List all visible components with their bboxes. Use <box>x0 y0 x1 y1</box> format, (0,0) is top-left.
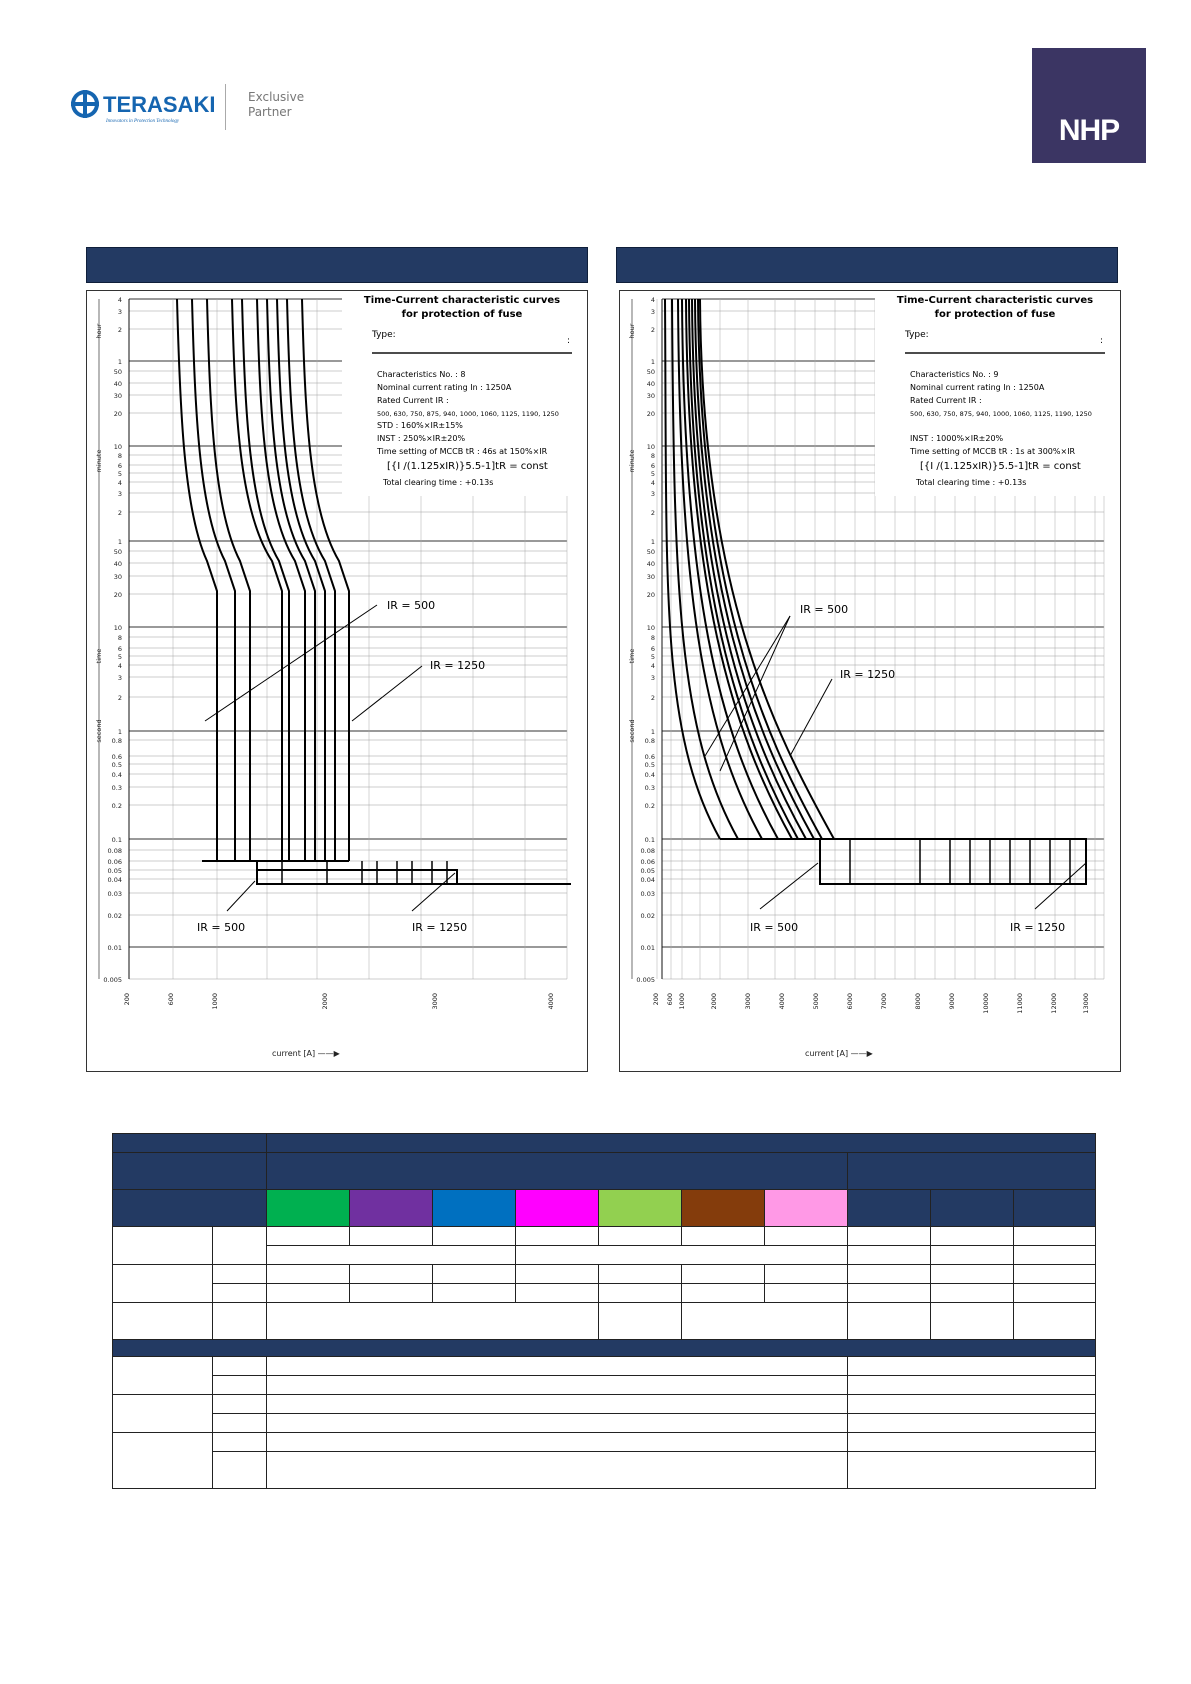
x-tick-label: 6000 <box>846 993 854 1010</box>
table-cell <box>113 1357 213 1395</box>
info-line: 500, 630, 750, 875, 940, 1000, 1060, 1125, 1190, 1250 <box>910 410 1092 418</box>
table-cell <box>113 1433 213 1489</box>
table-row <box>113 1227 1096 1246</box>
table-cell <box>599 1303 682 1340</box>
x-tick-label: 2000 <box>321 993 329 1010</box>
x-tick-label: 1000 <box>678 993 686 1010</box>
y-tick-label: 4 <box>117 296 122 304</box>
y-tick-label: 5 <box>117 653 122 661</box>
table-row <box>113 1340 1096 1357</box>
type-label: Type: <box>905 330 929 340</box>
y-tick-label: 3 <box>650 674 655 682</box>
table-cell <box>213 1414 267 1433</box>
y-tick-label: 0.1 <box>644 836 655 844</box>
table-cell <box>848 1395 1096 1414</box>
y-tick-label: 3 <box>117 308 122 316</box>
y-tick-label: 20 <box>113 410 122 418</box>
axis-word: time <box>95 648 103 664</box>
y-tick-label: 6 <box>117 462 122 470</box>
y-tick-label: 0.2 <box>111 802 122 810</box>
y-tick-label: 0.04 <box>640 876 655 884</box>
x-axis-label: current [A] ——▶ <box>272 1049 340 1058</box>
label-ir-500-top: IR = 500 <box>800 603 849 616</box>
y-tick-label: 1 <box>117 728 122 736</box>
label-ir-500-bottom: IR = 500 <box>197 921 246 934</box>
table-cell <box>350 1284 433 1303</box>
color-swatch <box>433 1190 516 1227</box>
info-line: Total clearing time : +0.13s <box>916 478 1027 487</box>
pointer-arrow <box>790 679 832 756</box>
color-swatch <box>765 1190 848 1227</box>
x-tick-label: 1000 <box>211 993 219 1010</box>
table-cell <box>213 1395 267 1414</box>
brand-name: TERASAKI <box>103 92 216 117</box>
table-cell <box>350 1265 433 1284</box>
table-cell <box>113 1227 213 1265</box>
x-tick-label: 5000 <box>812 993 820 1010</box>
table-header-cell <box>113 1134 267 1153</box>
y-tick-label: 0.08 <box>107 847 122 855</box>
y-tick-label: 3 <box>650 490 655 498</box>
color-swatch <box>599 1190 682 1227</box>
table-cell <box>1014 1284 1096 1303</box>
table-cell <box>682 1227 765 1246</box>
y-tick-label: 6 <box>650 645 655 653</box>
table-row <box>113 1395 1096 1414</box>
y-tick-label: 0.06 <box>640 858 655 866</box>
y-tick-label: 3 <box>650 308 655 316</box>
label-ir-500-bottom: IR = 500 <box>750 921 799 934</box>
table-cell <box>848 1246 931 1265</box>
y-tick-label: 1 <box>117 358 122 366</box>
table-cell <box>516 1227 599 1246</box>
y-tick-label: 10 <box>113 624 122 632</box>
color-swatch <box>682 1190 765 1227</box>
table-row <box>113 1452 1096 1489</box>
y-tick-label: 5 <box>650 653 655 661</box>
y-tick-label: 0.3 <box>111 784 122 792</box>
chart-title-line2: for protection of fuse <box>934 309 1056 320</box>
table-row <box>113 1190 1096 1227</box>
info-line: Rated Current IR : <box>377 396 449 405</box>
y-tick-label: 0.6 <box>111 753 122 761</box>
x-tick-label: 3000 <box>744 993 752 1010</box>
table-cell <box>848 1433 1096 1452</box>
x-tick-label: 11000 <box>1016 993 1024 1014</box>
x-tick-label: 3000 <box>431 993 439 1010</box>
y-tick-label: 0.5 <box>111 761 122 769</box>
x-axis-label: current [A] ——▶ <box>805 1049 873 1058</box>
table-cell <box>682 1265 765 1284</box>
table-cell <box>1014 1227 1096 1246</box>
label-ir-1250-top: IR = 1250 <box>430 659 486 672</box>
table-cell <box>848 1376 1096 1395</box>
x-tick-label: 7000 <box>880 993 888 1010</box>
y-tick-label: 40 <box>113 560 122 568</box>
nhp-logo <box>1032 48 1146 163</box>
table-cell <box>682 1284 765 1303</box>
table-cell <box>213 1265 267 1284</box>
chart-characteristic-8 <box>86 290 588 1072</box>
chart-title-line1: Time-Current characteristic curves <box>896 295 1094 306</box>
table-cell <box>931 1303 1014 1340</box>
table-cell <box>213 1433 267 1452</box>
table-header-cell <box>1014 1190 1096 1227</box>
info-line: INST : 250%×IR±20% <box>377 434 466 443</box>
y-tick-label: 8 <box>650 452 655 460</box>
table-cell <box>599 1265 682 1284</box>
y-tick-label: 0.01 <box>640 944 655 952</box>
color-swatch <box>267 1190 350 1227</box>
y-tick-label: 4 <box>650 662 655 670</box>
terasaki-emblem-icon <box>71 90 99 118</box>
y-tick-label: 0.01 <box>107 944 122 952</box>
type-label: Type: <box>372 330 396 340</box>
y-tick-label: 8 <box>117 452 122 460</box>
x-tick-label: 4000 <box>547 993 555 1010</box>
table-cell <box>765 1265 848 1284</box>
y-tick-label: 20 <box>113 591 122 599</box>
table-header-cell <box>113 1153 267 1190</box>
y-tick-label: 20 <box>646 591 655 599</box>
axis-word: hour <box>628 323 636 339</box>
table-cell <box>213 1227 267 1265</box>
y-tick-label: 0.005 <box>636 976 655 984</box>
inst-band <box>257 861 571 884</box>
y-tick-label: 0.06 <box>107 858 122 866</box>
table-cell <box>848 1414 1096 1433</box>
table-cell <box>433 1265 516 1284</box>
color-swatch <box>350 1190 433 1227</box>
y-tick-label: 50 <box>113 548 122 556</box>
info-line: Rated Current IR : <box>910 396 982 405</box>
info-line: [{I /(1.125xIR)}5.5-1]tR = const <box>920 461 1081 472</box>
axis-word: time <box>628 648 636 664</box>
info-line: STD : 160%×IR±15% <box>377 421 463 430</box>
y-tick-label: 4 <box>117 479 122 487</box>
y-tick-label: 20 <box>646 410 655 418</box>
x-tick-label: 600 <box>167 993 175 1006</box>
table-header-cell <box>267 1134 1096 1153</box>
table-row <box>113 1433 1096 1452</box>
table-cell <box>267 1452 848 1489</box>
table-cell <box>848 1303 931 1340</box>
table-row <box>113 1265 1096 1284</box>
y-tick-label: 6 <box>650 462 655 470</box>
info-line: [{I /(1.125xIR)}5.5-1]tR = const <box>387 461 548 472</box>
table-cell <box>350 1227 433 1246</box>
x-tick-label: 200 <box>123 993 131 1006</box>
y-tick-label: 5 <box>650 470 655 478</box>
table-cell <box>113 1395 213 1433</box>
pointer-arrow <box>412 873 455 911</box>
table-cell <box>267 1246 516 1265</box>
table-cell <box>267 1433 848 1452</box>
table-header-cell <box>931 1190 1014 1227</box>
axis-word: second <box>95 719 103 743</box>
y-tick-label: 40 <box>646 380 655 388</box>
info-line: Time setting of MCCB tR : 1s at 300%×IR <box>910 447 1076 456</box>
table-cell <box>599 1227 682 1246</box>
table-cell <box>848 1284 931 1303</box>
table-cell <box>267 1376 848 1395</box>
table-row <box>113 1303 1096 1340</box>
table-cell <box>267 1284 350 1303</box>
y-tick-label: 0.2 <box>644 802 655 810</box>
info-line: Characteristics No. : 9 <box>910 370 999 379</box>
y-tick-label: 6 <box>117 645 122 653</box>
y-tick-label: 1 <box>650 358 655 366</box>
table-cell <box>682 1303 848 1340</box>
table-cell <box>931 1246 1014 1265</box>
y-tick-label: 0.5 <box>644 761 655 769</box>
y-tick-label: 4 <box>117 662 122 670</box>
terasaki-logo <box>70 84 240 134</box>
y-tick-label: 0.05 <box>640 867 655 875</box>
y-tick-label: 8 <box>650 634 655 642</box>
table-row <box>113 1284 1096 1303</box>
table-cell <box>113 1303 213 1340</box>
y-tick-label: 10 <box>646 443 655 451</box>
y-tick-label: 2 <box>650 326 655 334</box>
y-tick-label: 1 <box>117 538 122 546</box>
right-panel-header <box>616 247 1118 283</box>
table-cell <box>267 1227 350 1246</box>
table-cell <box>113 1265 213 1303</box>
info-line: Nominal current rating In : 1250A <box>910 383 1045 392</box>
table-header-cell <box>267 1153 848 1190</box>
y-tick-label: 40 <box>646 560 655 568</box>
label-ir-1250-bottom: IR = 1250 <box>1010 921 1066 934</box>
label-ir-500-top: IR = 500 <box>387 599 436 612</box>
info-line: 500, 630, 750, 875, 940, 1000, 1060, 1125, 1190, 1250 <box>377 410 559 418</box>
y-tick-label: 30 <box>113 392 122 400</box>
table-cell <box>516 1246 848 1265</box>
y-tick-label: 2 <box>117 326 122 334</box>
table-cell <box>765 1227 848 1246</box>
y-tick-label: 0.03 <box>640 890 655 898</box>
y-tick-label: 0.02 <box>107 912 122 920</box>
table-cell <box>267 1357 848 1376</box>
y-tick-label: 3 <box>117 490 122 498</box>
y-tick-label: 0.02 <box>640 912 655 920</box>
table-cell <box>599 1284 682 1303</box>
x-tick-label: 10000 <box>982 993 990 1014</box>
partner-line-2: Partner <box>248 105 292 119</box>
y-tick-label: 0.005 <box>103 976 122 984</box>
y-tick-label: 50 <box>646 548 655 556</box>
table-cell <box>267 1265 350 1284</box>
brand-tagline: Innovators in Protection Technology <box>106 119 180 124</box>
x-tick-label: 9000 <box>948 993 956 1010</box>
axis-word: hour <box>95 323 103 339</box>
table-row <box>113 1153 1096 1190</box>
axis-word: minute <box>628 449 636 473</box>
y-tick-label: 2 <box>117 509 122 517</box>
table-cell <box>516 1265 599 1284</box>
table-row <box>113 1357 1096 1376</box>
partner-text <box>248 90 304 120</box>
y-tick-label: 5 <box>117 470 122 478</box>
info-line: INST : 1000%×IR±20% <box>910 434 1004 443</box>
y-tick-label: 40 <box>113 380 122 388</box>
x-tick-label: 13000 <box>1082 993 1090 1014</box>
table-row <box>113 1134 1096 1153</box>
table-cell <box>848 1265 931 1284</box>
x-tick-label: 2000 <box>710 993 718 1010</box>
y-tick-label: 2 <box>650 509 655 517</box>
y-tick-label: 0.03 <box>107 890 122 898</box>
table-cell <box>1014 1246 1096 1265</box>
table-cell <box>213 1376 267 1395</box>
y-tick-label: 0.8 <box>644 737 655 745</box>
label-ir-1250-top: IR = 1250 <box>840 668 896 681</box>
type-value: : <box>1100 336 1104 346</box>
table-cell <box>213 1284 267 1303</box>
y-tick-label: 0.4 <box>111 771 122 779</box>
label-ir-1250-bottom: IR = 1250 <box>412 921 468 934</box>
y-tick-label: 2 <box>117 694 122 702</box>
table-cell <box>848 1227 931 1246</box>
spec-table-grid <box>112 1133 1096 1489</box>
chart-title-line2: for protection of fuse <box>401 309 523 320</box>
y-tick-label: 0.3 <box>644 784 655 792</box>
table-section-header <box>113 1340 1096 1357</box>
y-tick-label: 10 <box>646 624 655 632</box>
pointer-arrow <box>205 605 377 721</box>
y-tick-label: 8 <box>117 634 122 642</box>
x-tick-label: 8000 <box>914 993 922 1010</box>
table-cell <box>267 1414 848 1433</box>
y-tick-label: 50 <box>646 368 655 376</box>
y-tick-label: 30 <box>646 392 655 400</box>
table-header-cell <box>848 1153 1096 1190</box>
x-tick-label: 12000 <box>1050 993 1058 1014</box>
table-cell <box>765 1284 848 1303</box>
table-header-cell <box>848 1190 931 1227</box>
info-line: Nominal current rating In : 1250A <box>377 383 512 392</box>
table-header-cell <box>113 1190 267 1227</box>
chart-characteristic-9 <box>619 290 1121 1072</box>
y-tick-label: 30 <box>646 573 655 581</box>
y-tick-label: 0.08 <box>640 847 655 855</box>
table-cell <box>1014 1265 1096 1284</box>
table-cell <box>516 1284 599 1303</box>
table-cell <box>433 1227 516 1246</box>
info-line: Characteristics No. : 8 <box>377 370 466 379</box>
y-tick-label: 0.05 <box>107 867 122 875</box>
table-cell <box>848 1452 1096 1489</box>
color-swatch <box>516 1190 599 1227</box>
pointer-arrow <box>352 666 422 721</box>
table-cell <box>1014 1303 1096 1340</box>
x-tick-label: 600 <box>666 993 674 1006</box>
table-row <box>113 1376 1096 1395</box>
pointer-arrow <box>227 881 255 911</box>
y-tick-label: 3 <box>117 674 122 682</box>
y-tick-label: 0.1 <box>111 836 122 844</box>
y-tick-label: 0.4 <box>644 771 655 779</box>
table-cell <box>213 1357 267 1376</box>
y-tick-label: 0.04 <box>107 876 122 884</box>
table-cell <box>931 1265 1014 1284</box>
table-cell <box>931 1227 1014 1246</box>
nhp-logo-text: NHP <box>1058 114 1120 147</box>
logo-divider <box>225 84 226 130</box>
table-cell <box>848 1357 1096 1376</box>
x-tick-label: 200 <box>652 993 660 1006</box>
axis-word: second <box>628 719 636 743</box>
y-tick-label: 2 <box>650 694 655 702</box>
y-tick-label: 1 <box>650 728 655 736</box>
info-line: Total clearing time : +0.13s <box>383 478 494 487</box>
y-tick-label: 50 <box>113 368 122 376</box>
x-tick-label: 4000 <box>778 993 786 1010</box>
left-panel-header <box>86 247 588 283</box>
y-tick-label: 1 <box>650 538 655 546</box>
spec-table <box>112 1133 1092 1489</box>
y-tick-label: 10 <box>113 443 122 451</box>
y-tick-label: 30 <box>113 573 122 581</box>
y-tick-label: 0.8 <box>111 737 122 745</box>
type-value: : <box>567 336 571 346</box>
table-cell <box>213 1303 267 1340</box>
table-cell <box>433 1284 516 1303</box>
chart-title-line1: Time-Current characteristic curves <box>363 295 561 306</box>
y-tick-label: 4 <box>650 479 655 487</box>
axis-word: minute <box>95 449 103 473</box>
table-cell <box>267 1303 599 1340</box>
table-cell <box>213 1452 267 1489</box>
trip-curve <box>232 299 282 861</box>
info-line: Time setting of MCCB tR : 46s at 150%×IR <box>377 447 548 456</box>
table-row <box>113 1414 1096 1433</box>
partner-line-1: Exclusive <box>248 90 305 104</box>
y-tick-label: 0.6 <box>644 753 655 761</box>
table-cell <box>931 1284 1014 1303</box>
y-tick-label: 4 <box>650 296 655 304</box>
table-cell <box>267 1395 848 1414</box>
